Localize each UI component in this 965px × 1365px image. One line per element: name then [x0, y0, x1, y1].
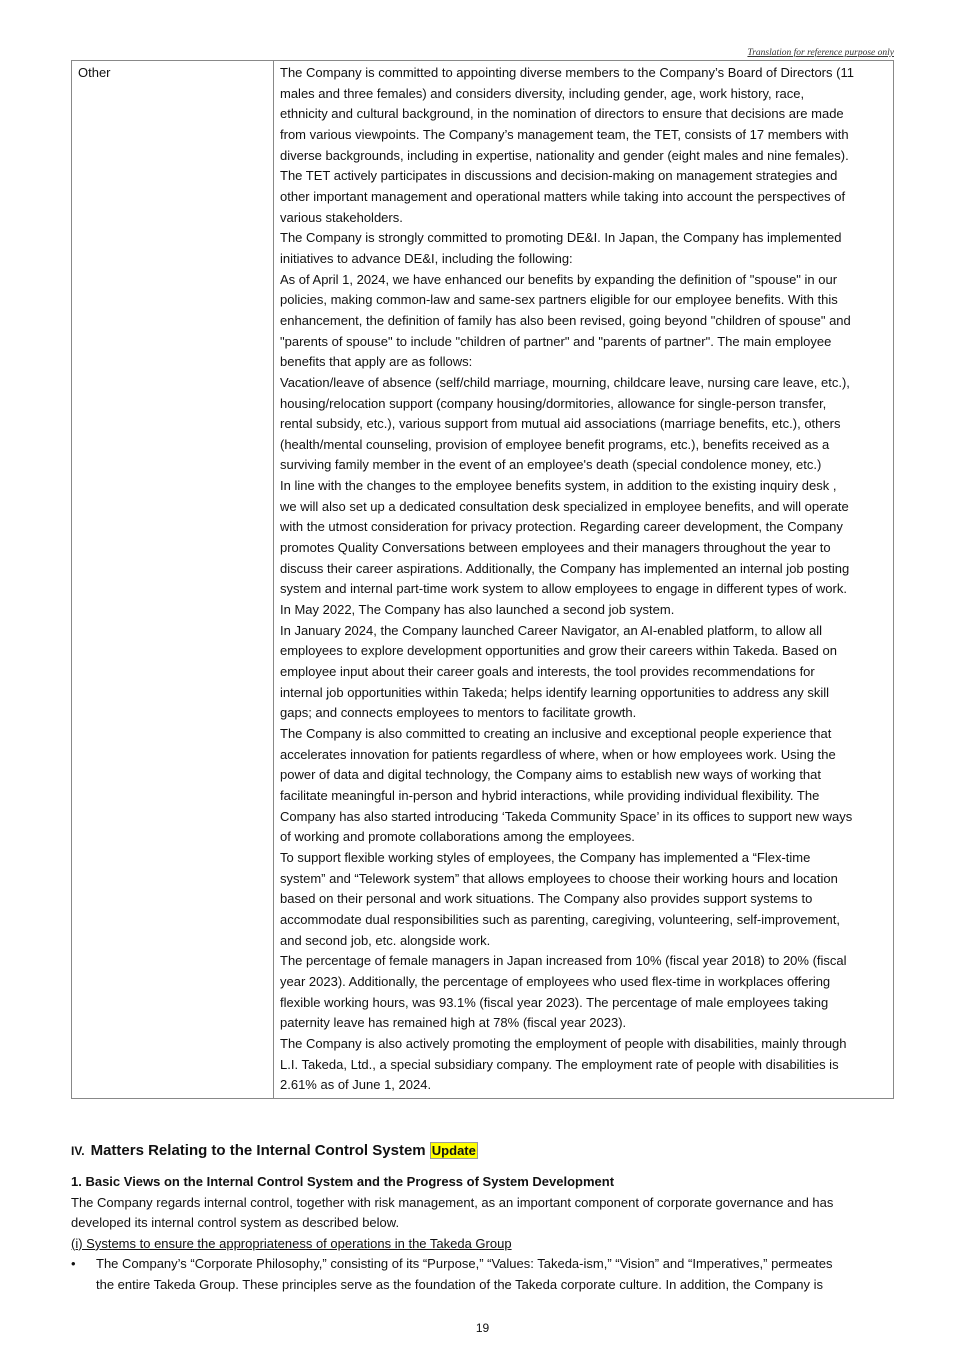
- section-body: [71, 1172, 901, 1296]
- content-line: various stakeholders.: [280, 209, 403, 225]
- diversity-table: [71, 60, 894, 1099]
- intro-line: developed its internal control system as described below.: [71, 1215, 400, 1231]
- content-line: In January 2024, the Company launched Career Navigator, an AI-enabled platform, to allow all: [280, 622, 822, 638]
- row-content: [274, 61, 894, 1099]
- content-line: The Company is also committed to creating an inclusive and exceptional people experience that: [280, 726, 832, 741]
- content-line: of working and promote collaborations among the employees.: [280, 829, 635, 845]
- subheading: 1. Basic Views on the Internal Control System and the Progress of System Development: [71, 1174, 615, 1189]
- content-line: internal job opportunities within Takeda; helps identify learning opportunities to address any skill: [280, 684, 829, 700]
- content-line: enhancement, the definition of family has also been revised, going beyond "children of spouse" and: [280, 312, 851, 328]
- content-line: policies, making common-law and same-sex partners eligible for our employee benefits. With this: [280, 292, 838, 308]
- content-line: system and internal part-time work system to allow employees to engage in different types of work.: [280, 581, 847, 597]
- content-line: paternity leave has remained high at 78% (fiscal year 2023).: [280, 1015, 627, 1031]
- content-line: from various viewpoints. The Company’s management team, the TET, consists of 17 members with: [280, 126, 849, 142]
- content-line: "parents of spouse" to include "children of partner" and "parents of partner". The main employee: [280, 333, 832, 349]
- content-line: Company has also started introducing ‘Takeda Community Space’ in its offices to support new ways: [280, 808, 853, 824]
- content-line: accelerates innovation for patients regardless of where, when or how employees work. Using the: [280, 746, 836, 762]
- content-line: To support flexible working styles of employees, the Company has implemented a “Flex-time: [280, 849, 811, 865]
- content-line: system” and “Telework system” that allows employees to choose their working hours and location: [280, 870, 838, 886]
- content-line: gaps; and connects employees to mentors to facilitate growth.: [280, 705, 637, 721]
- translation-note: Translation for reference purpose only: [747, 48, 894, 58]
- content-line: flexible working hours, was 93.1% (fiscal year 2023). The percentage of male employees taking: [280, 994, 829, 1010]
- section-number: IV.: [71, 1144, 85, 1158]
- content-line: surviving family member in the event of an employee's death (special condolence money, etc.): [280, 457, 822, 473]
- content-line: other important management and operational matters while taking into account the perspectives of: [280, 188, 846, 204]
- content-line: and second job, etc. alongside work.: [280, 932, 491, 948]
- content-line: The percentage of female managers in Japan increased from 10% (fiscal year 2018) to 20% (fiscal: [280, 953, 847, 969]
- bullet-line: The Company’s “Corporate Philosophy,” consisting of its “Purpose,” “Values: Takeda-ism,” “Vision” and “Imperatives,” permeates: [96, 1256, 833, 1272]
- content-line: 2.61% as of June 1, 2024.: [280, 1077, 432, 1093]
- content-line: The TET actively participates in discussions and decision-making on management strategies and: [280, 168, 838, 184]
- content-line: discuss their career aspirations. Additionally, the Company has implemented an internal job posting: [280, 560, 850, 576]
- section-heading: [71, 1142, 478, 1159]
- row-label: Other: [72, 61, 274, 1099]
- content-line: based on their personal and work situations. The Company also provides support systems to: [280, 891, 813, 907]
- content-line: rental subsidy, etc.), various support from mutual aid associations (marriage benefits, etc.), others: [280, 416, 841, 432]
- content-line: employees to explore development opportunities and grow their careers within Takeda. Based on: [280, 643, 837, 659]
- content-line: accommodate dual responsibilities such as parenting, caregiving, volunteering, self-improvement,: [280, 911, 841, 927]
- bullet-item: [71, 1254, 901, 1295]
- content-line: Vacation/leave of absence (self/child marriage, mourning, childcare leave, nursing care leave, etc.),: [280, 374, 850, 390]
- content-line: housing/relocation support (company housing/dormitories, allowance for single-person transfer,: [280, 395, 827, 411]
- section-title: Matters Relating to the Internal Control System: [90, 1142, 426, 1159]
- intro-line: The Company regards internal control, together with risk management, as an important component of corporate governance and has: [71, 1194, 834, 1210]
- content-line: diverse backgrounds, including in expertise, nationality and gender (eight males and nine females).: [280, 147, 849, 163]
- content-line: L.I. Takeda, Ltd., a special subsidiary company. The employment rate of people with disabilities is: [280, 1056, 839, 1072]
- content-line: facilitate meaningful in-person and hybrid interactions, while providing individual flexibility. The: [280, 787, 820, 803]
- content-line: In line with the changes to the employee benefits system, in addition to the existing inquiry desk ,: [280, 478, 837, 494]
- content-line: power of data and digital technology, the Company aims to establish new ways of working that: [280, 767, 822, 783]
- content-line: year 2023). Additionally, the percentage of employees who used flex-time in workplaces offering: [280, 973, 831, 989]
- content-line: promotes Quality Conversations between employees and their managers throughout the year to: [280, 540, 831, 556]
- bullet-line: the entire Takeda Group. These principles serve as the foundation of the Takeda corporate culture. In addition, the Company is: [96, 1276, 824, 1292]
- content-line: initiatives to advance DE&I, including the following:: [280, 250, 573, 266]
- content-line: employee input about their career goals and interests, the tool provides recommendations for: [280, 664, 815, 680]
- content-line: As of April 1, 2024, we have enhanced our benefits by expanding the definition of "spouse" in our: [280, 271, 838, 287]
- content-line: (health/mental counseling, provision of employee benefit programs, etc.), benefits received as a: [280, 436, 830, 452]
- table-row: [72, 61, 894, 1099]
- content-line: with the utmost consideration for privacy protection. Regarding career development, the Company: [280, 519, 843, 535]
- content-line: The Company is strongly committed to promoting DE&I. In Japan, the Company has implemented: [280, 230, 842, 246]
- subsection-heading: (i) Systems to ensure the appropriateness of operations in the Takeda Group: [71, 1235, 512, 1251]
- content-line: ethnicity and cultural background, in the nomination of directors to ensure that decisions are made: [280, 106, 844, 122]
- content-line: males and three females) and considers diversity, including gender, age, work history, race,: [280, 85, 805, 101]
- update-badge: Update: [431, 1143, 476, 1158]
- content-line: we will also set up a dedicated consultation desk specialized in employee benefits, and will operate: [280, 498, 849, 514]
- content-line: In May 2022, The Company has also launched a second job system.: [280, 602, 675, 618]
- bullet-marker: •: [71, 1256, 76, 1272]
- content-line: benefits that apply are as follows:: [280, 354, 473, 370]
- content-line: The Company is committed to appointing diverse members to the Company’s Board of Directors (11: [280, 65, 854, 80]
- page-number: 19: [475, 1321, 490, 1335]
- content-line: The Company is also actively promoting the employment of people with disabilities, mainly through: [280, 1035, 847, 1051]
